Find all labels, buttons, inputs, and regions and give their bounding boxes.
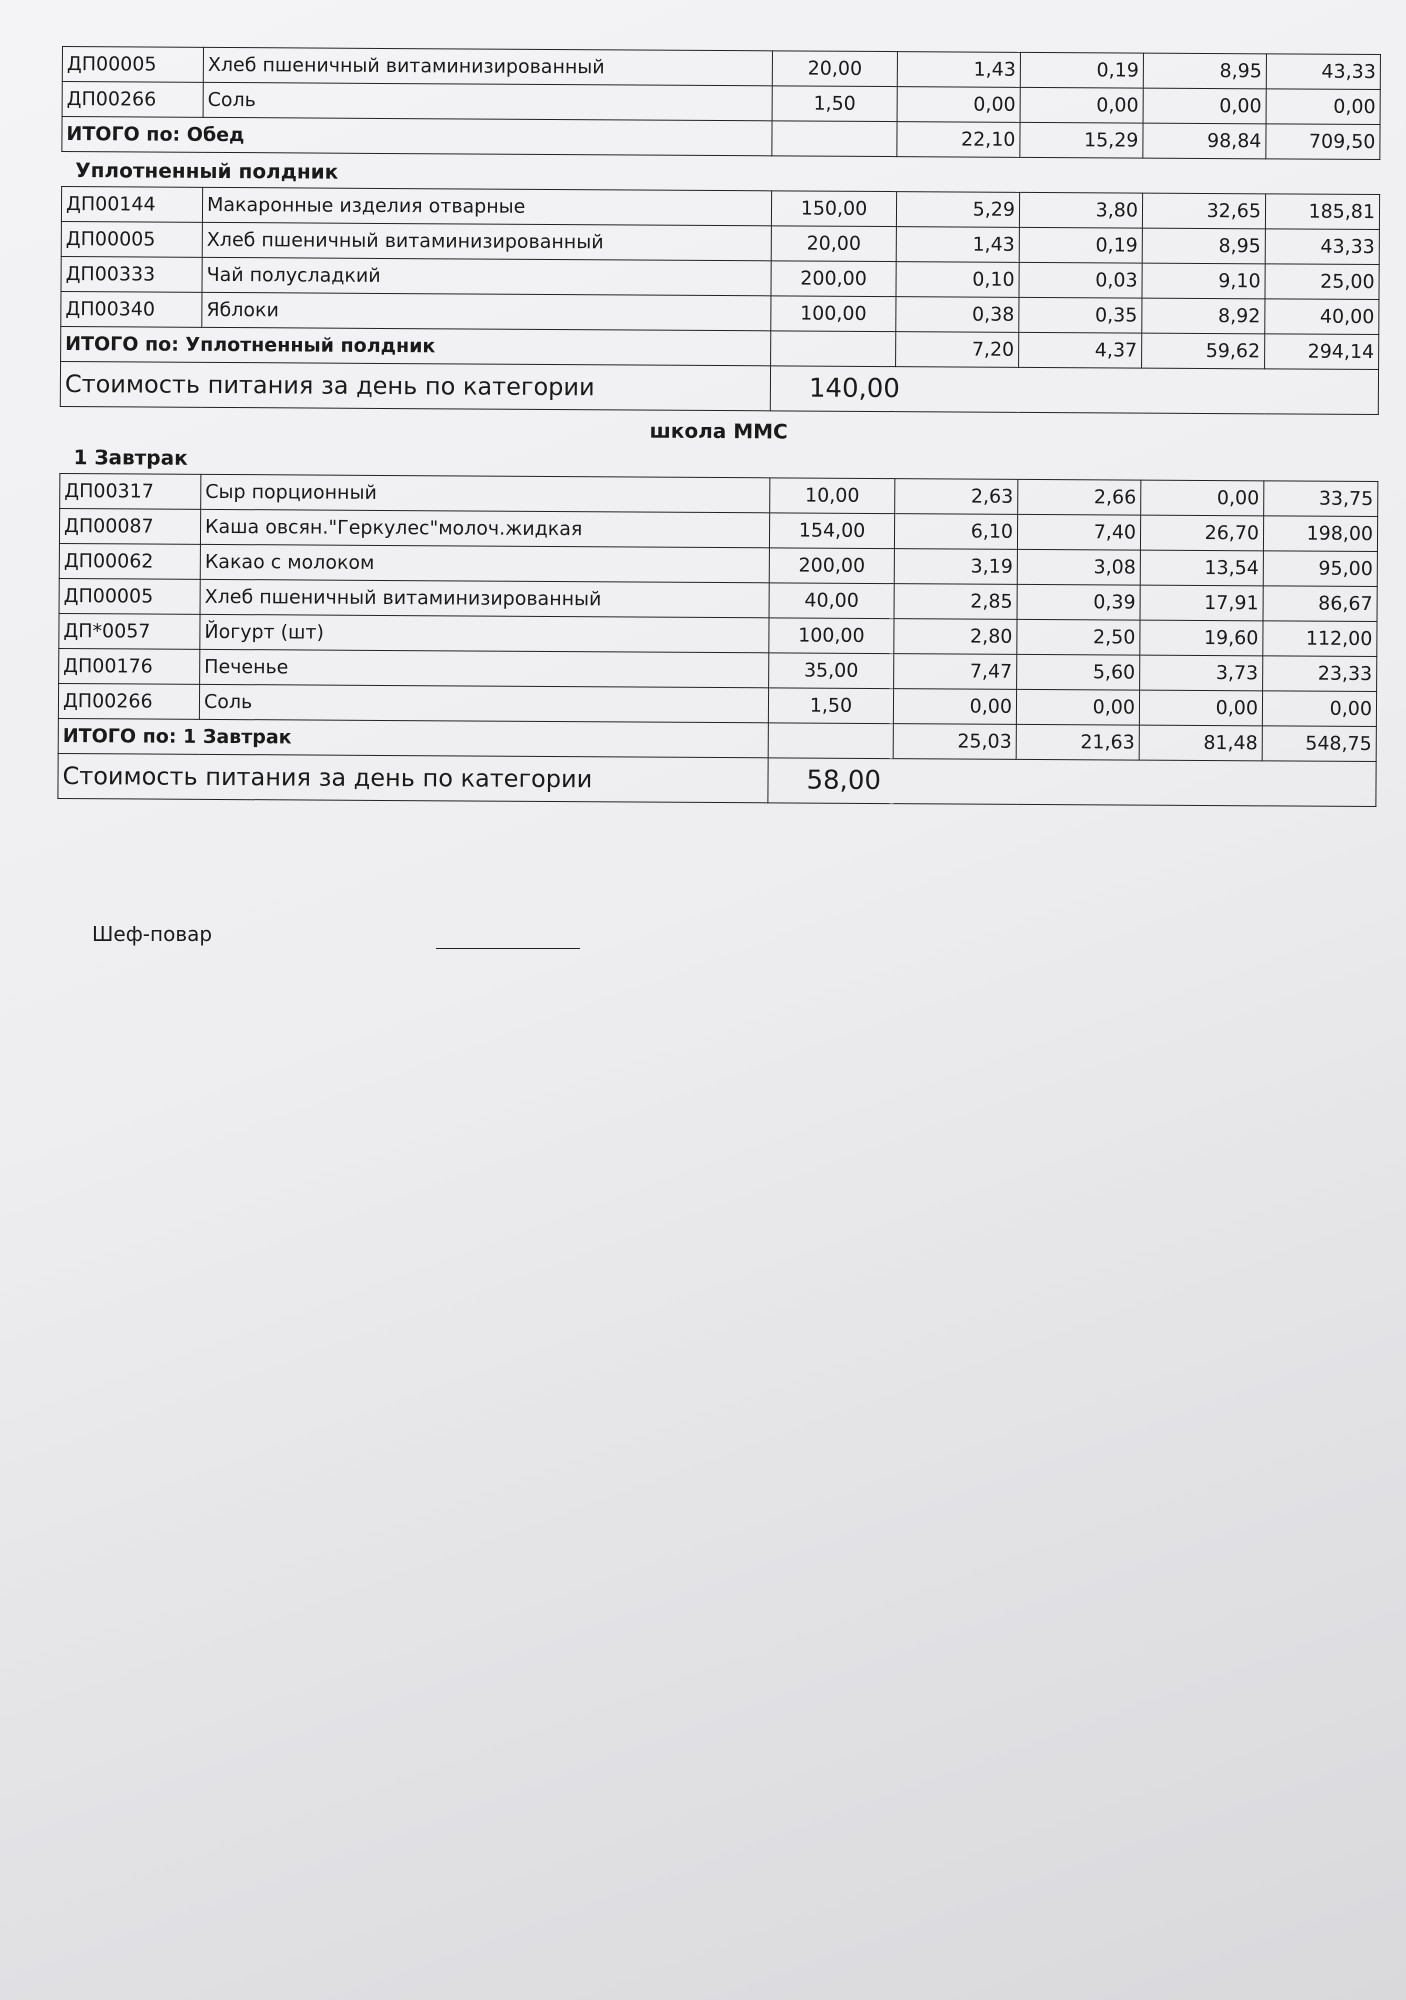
nutrient-value: 1,43 <box>897 52 1020 88</box>
nutrient-value: 86,67 <box>1263 586 1377 622</box>
nutrient-value: 43,33 <box>1265 229 1379 265</box>
item-name: Хлеб пшеничный витаминизированный <box>202 222 771 260</box>
nutrient-value: 0,00 <box>1141 480 1264 516</box>
nutrient-value: 0,35 <box>1019 297 1142 333</box>
item-code: ДП00062 <box>59 543 200 579</box>
nutrient-value: 2,85 <box>894 584 1017 620</box>
nutrient-value: 7,47 <box>894 654 1017 690</box>
nutrient-value: 7,40 <box>1017 514 1140 550</box>
item-quantity: 200,00 <box>771 261 896 297</box>
item-quantity: 20,00 <box>772 51 897 87</box>
total-label: ИТОГО по: 1 Завтрак <box>58 718 768 757</box>
total-value: 25,03 <box>893 724 1016 760</box>
nutrient-value: 43,33 <box>1266 54 1380 90</box>
nutrient-value: 0,00 <box>1139 690 1262 726</box>
menu-table <box>57 473 1378 807</box>
nutrient-value: 0,03 <box>1019 262 1142 298</box>
item-name: Печенье <box>200 649 769 687</box>
nutrient-value: 9,10 <box>1142 263 1265 299</box>
item-quantity: 10,00 <box>770 478 895 514</box>
nutrient-value: 3,08 <box>1017 549 1140 585</box>
nutrient-value: 3,80 <box>1019 192 1142 228</box>
item-quantity: 100,00 <box>771 296 896 332</box>
nutrient-value: 25,00 <box>1265 264 1379 300</box>
nutrient-value: 95,00 <box>1263 551 1377 587</box>
total-value: 548,75 <box>1262 726 1376 762</box>
cost-label: Стоимость питания за день по категории <box>60 361 770 410</box>
item-name: Каша овсян."Геркулес"молоч.жидкая <box>200 509 769 547</box>
total-label: ИТОГО по: Уплотненный полдник <box>61 326 771 365</box>
item-code: ДП00266 <box>58 683 199 719</box>
item-code: ДП00005 <box>62 47 203 83</box>
item-name: Хлеб пшеничный витаминизированный <box>200 579 769 617</box>
item-quantity: 1,50 <box>772 86 897 122</box>
nutrient-value: 3,19 <box>894 549 1017 585</box>
nutrient-value: 0,19 <box>1020 52 1143 88</box>
nutrient-value: 26,70 <box>1140 515 1263 551</box>
item-quantity: 35,00 <box>769 653 894 689</box>
nutrient-value: 13,54 <box>1140 550 1263 586</box>
chef-label: Шеф-повар <box>92 922 213 946</box>
menu-table <box>60 186 1380 415</box>
item-code: ДП00087 <box>59 508 200 544</box>
item-code: ДП*0057 <box>59 613 200 649</box>
item-name: Соль <box>199 684 768 722</box>
nutrient-value: 0,00 <box>893 689 1016 725</box>
item-code: ДП00317 <box>60 473 201 509</box>
cost-row <box>58 753 1376 806</box>
total-value: 59,62 <box>1142 333 1265 369</box>
nutrient-value: 0,19 <box>1019 227 1142 263</box>
nutrient-value: 32,65 <box>1142 193 1265 229</box>
nutrient-value: 23,33 <box>1263 656 1377 692</box>
item-name: Сыр порционный <box>201 474 770 512</box>
item-code: ДП00005 <box>61 221 202 257</box>
total-value: 294,14 <box>1265 334 1379 370</box>
nutrient-value: 112,00 <box>1263 621 1377 657</box>
nutrient-value: 33,75 <box>1264 481 1378 517</box>
nutrient-value: 2,80 <box>894 619 1017 655</box>
empty-cell <box>768 723 893 759</box>
item-quantity: 100,00 <box>769 618 894 654</box>
item-code: ДП00144 <box>61 187 202 223</box>
item-quantity: 154,00 <box>769 513 894 549</box>
item-name: Чай полусладкий <box>202 257 771 295</box>
item-code: ДП00176 <box>59 648 200 684</box>
item-name: Какао с молоком <box>200 544 769 582</box>
nutrient-value: 8,95 <box>1142 228 1265 264</box>
empty-cell <box>771 331 896 367</box>
nutrient-value: 0,00 <box>1020 87 1143 123</box>
signature-line <box>436 948 580 949</box>
cost-value: 58,00 <box>768 758 1376 807</box>
total-value: 15,29 <box>1020 122 1143 158</box>
nutrient-value: 198,00 <box>1263 516 1377 552</box>
nutrient-value: 40,00 <box>1265 299 1379 335</box>
school-heading: школа ММС <box>649 418 788 444</box>
total-value: 21,63 <box>1016 724 1139 760</box>
item-quantity: 20,00 <box>771 226 896 262</box>
item-code: ДП00333 <box>61 256 202 292</box>
item-name: Хлеб пшеничный витаминизированный <box>203 47 772 85</box>
nutrient-value: 8,95 <box>1143 53 1266 89</box>
nutrient-value: 0,00 <box>1016 689 1139 725</box>
total-value: 4,37 <box>1019 332 1142 368</box>
item-quantity: 40,00 <box>769 583 894 619</box>
total-value: 98,84 <box>1143 123 1266 159</box>
item-quantity: 150,00 <box>771 191 896 227</box>
item-quantity: 1,50 <box>768 688 893 724</box>
nutrient-value: 2,63 <box>895 479 1018 515</box>
nutrient-value: 0,00 <box>1266 89 1380 125</box>
total-value: 81,48 <box>1139 725 1262 761</box>
nutrient-value: 0,10 <box>896 262 1019 298</box>
item-quantity: 200,00 <box>769 548 894 584</box>
nutrient-value: 0,00 <box>1143 88 1266 124</box>
nutrient-value: 0,39 <box>1017 584 1140 620</box>
nutrient-value: 2,66 <box>1018 479 1141 515</box>
nutrient-value: 8,92 <box>1142 298 1265 334</box>
cost-value: 140,00 <box>770 366 1378 415</box>
total-label: ИТОГО по: Обед <box>62 117 772 156</box>
item-code: ДП00005 <box>59 578 200 614</box>
empty-cell <box>772 121 897 157</box>
item-name: Соль <box>203 82 772 120</box>
item-code: ДП00340 <box>61 291 202 327</box>
nutrient-value: 3,73 <box>1140 655 1263 691</box>
total-value: 7,20 <box>896 332 1019 368</box>
nutrient-value: 19,60 <box>1140 620 1263 656</box>
item-code: ДП00266 <box>62 82 203 118</box>
total-value: 22,10 <box>897 122 1020 158</box>
menu-table <box>61 46 1381 160</box>
menu-document <box>57 46 1380 807</box>
total-row <box>62 117 1380 160</box>
item-name: Макаронные изделия отварные <box>202 187 771 225</box>
nutrient-value: 0,00 <box>1262 691 1376 727</box>
nutrient-value: 17,91 <box>1140 585 1263 621</box>
nutrient-value: 2,50 <box>1017 619 1140 655</box>
nutrient-value: 185,81 <box>1265 194 1379 230</box>
nutrient-value: 6,10 <box>894 514 1017 550</box>
nutrient-value: 0,38 <box>896 297 1019 333</box>
item-name: Йогурт (шт) <box>200 614 769 652</box>
nutrient-value: 1,43 <box>896 227 1019 263</box>
section-title: 1 Завтрак <box>73 445 188 470</box>
total-value: 709,50 <box>1266 124 1380 160</box>
section-title: Уплотненный полдник <box>75 158 339 184</box>
cost-label: Стоимость питания за день по категории <box>58 753 768 802</box>
nutrient-value: 5,60 <box>1017 654 1140 690</box>
item-name: Яблоки <box>202 292 771 330</box>
nutrient-value: 0,00 <box>897 87 1020 123</box>
cost-row <box>60 361 1378 414</box>
nutrient-value: 5,29 <box>896 192 1019 228</box>
